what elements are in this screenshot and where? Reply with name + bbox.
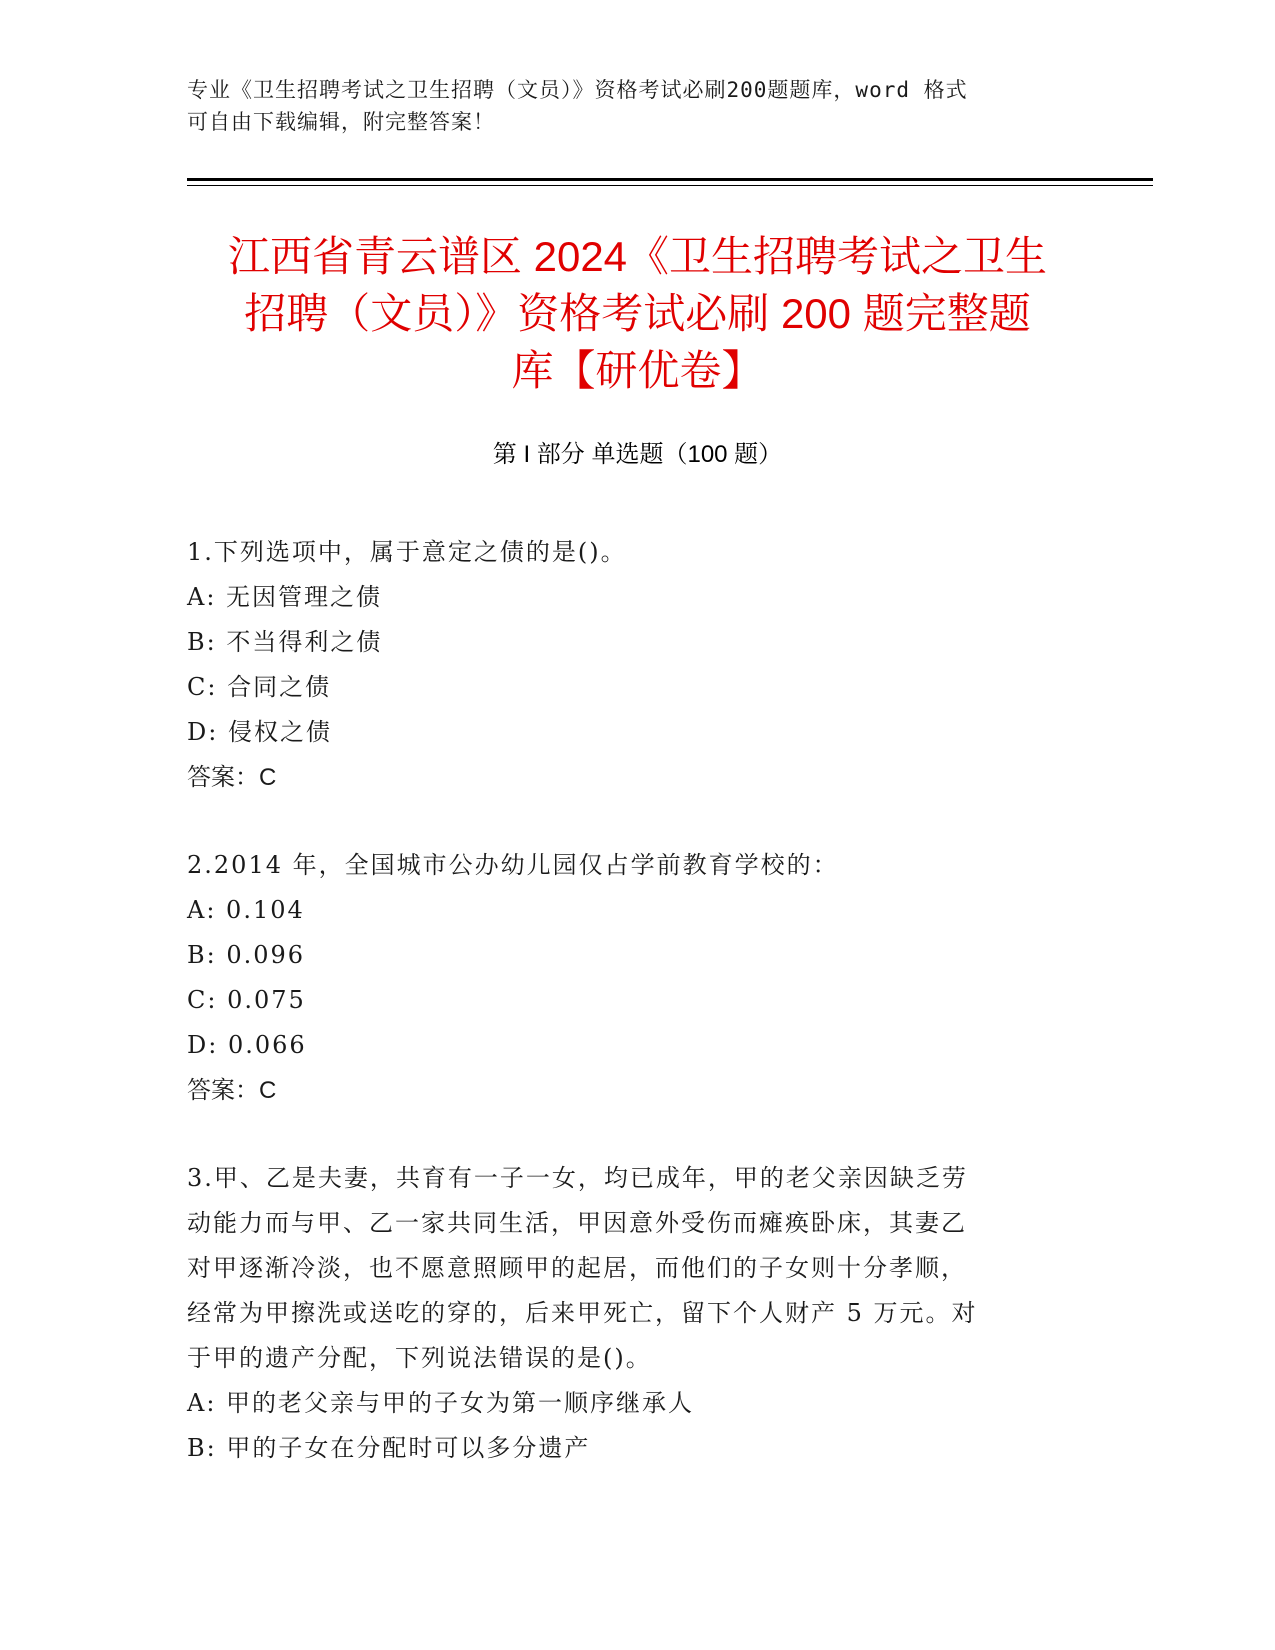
option-a: A: 无因管理之债: [187, 583, 383, 611]
question-stem-line: 3.甲、乙是夫妻，共育有一子一女，均已成年，甲的老父亲因缺乏劳: [187, 1164, 968, 1192]
question-list: [187, 530, 1067, 1514]
header-divider-thick: [187, 178, 1153, 181]
option-d: D: 0.066: [187, 1031, 307, 1059]
question-stem: 2.2014 年，全国城市公办幼儿园仅占学前教育学校的：: [187, 851, 839, 879]
option-a: A: 甲的老父亲与甲的子女为第一顺序继承人: [187, 1389, 695, 1417]
question-stem-line: 于甲的遗产分配，下列说法错误的是()。: [187, 1344, 652, 1372]
question-stem-line: 动能力而与甲、乙一家共同生活，甲因意外受伤而瘫痪卧床，其妻乙: [187, 1209, 967, 1237]
title-line-1: 江西省青云谱区 2024《卫生招聘考试之卫生: [227, 233, 1048, 280]
option-b: B: 甲的子女在分配时可以多分遗产: [187, 1434, 591, 1462]
title-line-3: 库【研优卷】: [511, 347, 764, 394]
document-title: [160, 228, 1115, 399]
question-2: [187, 843, 1067, 1113]
option-b: B: 0.096: [187, 941, 306, 969]
question-stem: [187, 1156, 1067, 1381]
option-c: C: 合同之债: [187, 673, 332, 701]
header-note-line-1: 专业《卫生招聘考试之卫生招聘（文员）》资格考试必刷200题题库，word 格式: [187, 78, 968, 102]
question-stem-line: 对甲逐渐冷淡，也不愿意照顾甲的起居，而他们的子女则十分孝顺，: [187, 1254, 967, 1282]
option-a: A: 0.104: [187, 896, 305, 924]
header-divider-thin: [187, 185, 1153, 186]
option-c: C: 0.075: [187, 986, 306, 1014]
header-note-line-2: 可自由下载编辑，附完整答案！: [187, 110, 495, 134]
question-1: [187, 530, 1067, 800]
title-line-2: 招聘（文员）》资格考试必刷 200 题完整题: [244, 290, 1031, 337]
answer-line: 答案：C: [187, 764, 277, 791]
question-3: [187, 1156, 1067, 1471]
header-note: [187, 74, 1067, 138]
section-heading: 第 I 部分 单选题（100 题）: [492, 441, 783, 468]
question-stem: 1.下列选项中，属于意定之债的是()。: [187, 538, 627, 566]
option-b: B: 不当得利之债: [187, 628, 383, 656]
question-stem-line: 经常为甲擦洗或送吃的穿的，后来甲死亡，留下个人财产 5 万元。对: [187, 1299, 978, 1327]
answer-line: 答案：C: [187, 1077, 277, 1104]
option-d: D: 侵权之债: [187, 718, 332, 746]
